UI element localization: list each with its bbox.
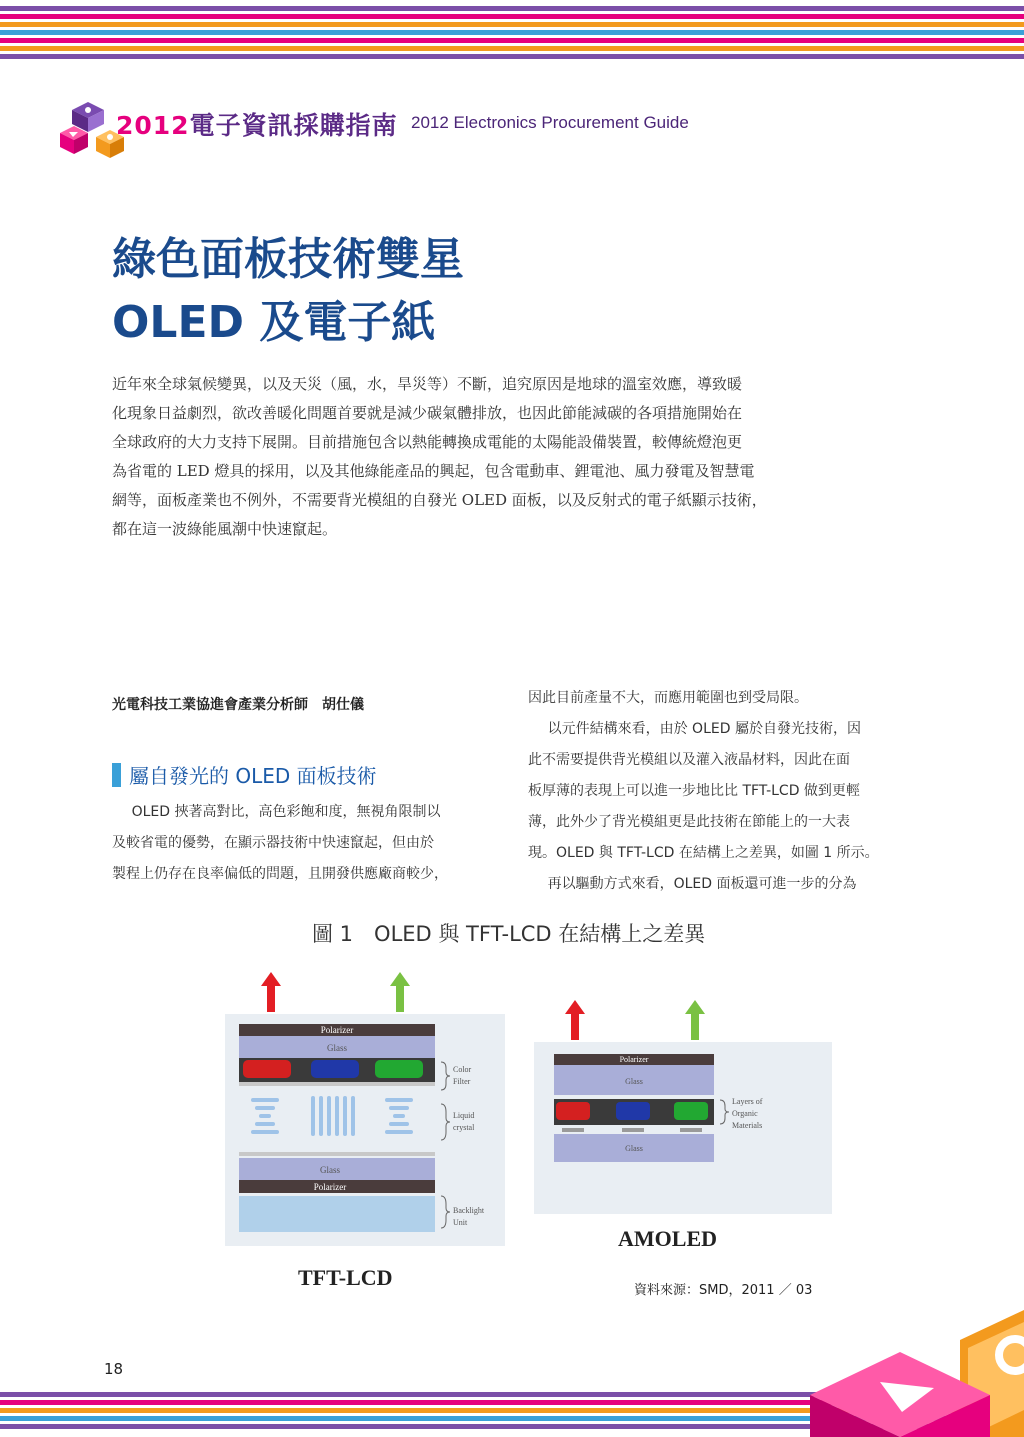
red-arrow-icon: [565, 1000, 585, 1040]
figure-caption: 圖 1 OLED 與 TFT-LCD 在結構上之差異: [312, 922, 706, 946]
backlight-label-1: Backlight: [453, 1206, 485, 1215]
tft-glass-top-label: Glass: [327, 1043, 347, 1053]
body-line: 此不需要提供背光模組以及灌入液晶材料，因此在面: [528, 752, 850, 768]
liquid-crystal-label-2: crystal: [453, 1123, 475, 1132]
page-header: [60, 100, 760, 164]
green-arrow-icon: [390, 972, 410, 1012]
tft-polarizer-bottom-label: Polarizer: [313, 1182, 347, 1192]
section-marker: [112, 763, 121, 787]
red-emitter: [556, 1102, 590, 1120]
color-filter-label-2: Filter: [453, 1077, 471, 1086]
tft-backlight: [239, 1196, 435, 1232]
liquid-crystal-label-1: Liquid: [453, 1111, 475, 1120]
organic-label-3: Materials: [732, 1121, 763, 1130]
blue-emitter: [616, 1102, 650, 1120]
green-emitter: [674, 1102, 708, 1120]
backlight-label-2: Unit: [453, 1218, 468, 1227]
body-line: 再以驅動方式來看，OLED 面板還可進一步的分為: [547, 876, 857, 892]
body-line: 因此目前產量不大，而應用範圍也到受局限。: [528, 690, 808, 706]
figure-source: 資料來源：SMD，2011 ／ 03: [634, 1283, 813, 1298]
green-arrow-icon: [685, 1000, 705, 1040]
body-line: 板厚薄的表現上可以進一步地比比 TFT-LCD 做到更輕: [528, 783, 860, 799]
color-filter-label-1: Color: [453, 1065, 472, 1074]
body-line: 薄，此外少了背光模組更是此技術在節能上的一大表: [528, 814, 850, 830]
tft-glass-bottom-label: Glass: [320, 1165, 340, 1175]
red-filter: [243, 1060, 291, 1078]
amoled-label: AMOLED: [618, 1226, 717, 1251]
brand-zh: 電子資訊採購指南: [189, 111, 398, 140]
organic-label-2: Organic: [732, 1109, 758, 1118]
page-number: 18: [104, 1360, 124, 1378]
section-heading: [112, 760, 377, 789]
article-title: [112, 228, 464, 354]
brand-year: 2012: [116, 111, 190, 140]
green-filter: [375, 1060, 423, 1078]
amoled-diagram: [532, 998, 834, 1256]
blue-filter: [311, 1060, 359, 1078]
right-column: [528, 683, 914, 900]
amoled-glass-top-label: Glass: [625, 1077, 643, 1086]
intro-line: 化現象日益劇烈，欲改善暖化問題首要就是減少碳氣體排放，也因此節能減碳的各項措施開始在: [112, 404, 743, 422]
body-line: 以元件結構來看，由於 OLED 屬於自發光技術，因: [547, 721, 861, 737]
body-line: 製程上仍存在良率偏低的問題，且開發供應廠商較少，: [112, 866, 448, 882]
organic-label-1: Layers of: [732, 1097, 763, 1106]
intro-line: 都在這一波綠能風潮中快速竄起。: [112, 520, 338, 538]
tft-polarizer-top-label: Polarizer: [320, 1025, 354, 1035]
title-line-1: 綠色面板技術雙星: [112, 234, 464, 285]
amoled-polarizer-label: Polarizer: [619, 1055, 649, 1064]
author-byline: 光電科技工業協進會產業分析師 胡仕儀: [112, 697, 364, 713]
amoled-glass-bottom-label: Glass: [625, 1144, 643, 1153]
red-arrow-icon: [261, 972, 281, 1012]
left-column: [112, 797, 500, 890]
title-line-2: OLED 及電子紙: [112, 297, 436, 348]
top-decorative-stripes: [0, 6, 1024, 62]
intro-line: 近年來全球氣候變異，以及天災（風，水，旱災等）不斷，追究原因是地球的溫室效應，導致暖: [112, 375, 743, 393]
brand-english: 2012 Electronics Procurement Guide: [411, 113, 689, 132]
intro-line: 網等，面板產業也不例外，不需要背光模組的自發光 OLED 面板，以及反射式的電子紙顯示技術，: [112, 491, 767, 509]
body-line: 及較省電的優勢，在顯示器技術中快速竄起，但由於: [112, 835, 434, 851]
intro-line: 為省電的 LED 燈具的採用，以及其他綠能產品的興起，包含電動車、鋰電池、風力發電及智慧電: [112, 462, 755, 480]
intro-line: 全球政府的大力支持下展開。目前措施包含以熱能轉換成電能的太陽能設備裝置，較傳統燈泡更: [112, 433, 743, 451]
corner-cube-decoration-icon: [810, 1300, 1024, 1437]
body-line: 現。OLED 與 TFT-LCD 在結構上之差異，如圖 1 所示。: [528, 845, 879, 861]
tft-lcd-label: TFT-LCD: [298, 1265, 393, 1290]
body-line: OLED 挾著高對比，高色彩飽和度，無視角限制以: [131, 804, 441, 820]
intro-paragraph: [112, 370, 852, 544]
tft-lcd-diagram: [225, 970, 510, 1280]
section-heading-text: 屬自發光的 OLED 面板技術: [129, 764, 377, 788]
brand-title: [116, 106, 398, 142]
